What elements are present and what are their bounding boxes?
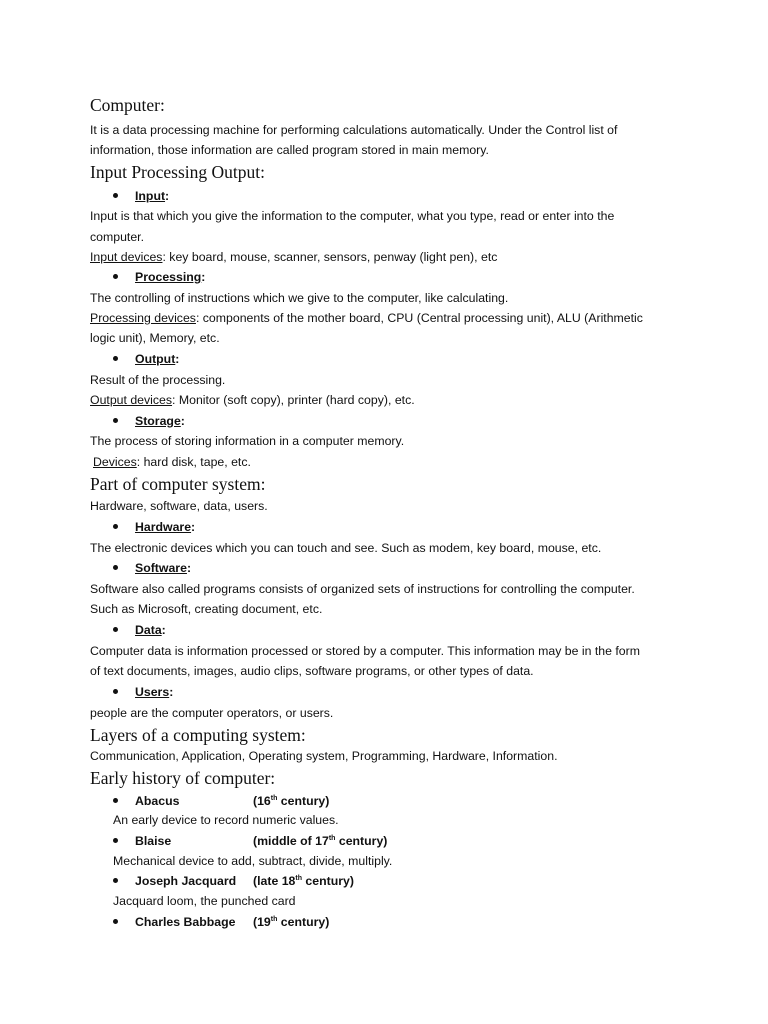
software-description-line-1: Software also called programs consists of organized sets of instructions for controlling the computer. [90,582,635,596]
history-item-name: Blaise [135,834,172,848]
input-description-line-1: Input is that which you give the information to the computer, what you type, read or enter into the [90,209,615,223]
computer-definition-line-2: information, those information are called program stored in main memory. [90,143,489,157]
bullet-icon [113,919,118,924]
input-devices-line [90,249,497,265]
heading-computer: Computer: [90,95,165,115]
bullet-software: Software: [113,560,191,576]
history-item-abacus [113,793,329,809]
history-item-name: Abacus [135,794,180,808]
output-devices-line [90,392,415,408]
heading-part-of-computer-system: Part of computer system: [90,474,266,494]
bullet-icon [113,689,118,694]
term-hardware: Hardware [135,520,192,534]
history-item-period: (16th century) [253,794,330,808]
history-item-joseph-jacquard [113,873,354,889]
bullet-hardware: Hardware: [113,519,195,535]
heading-input-processing-output: Input Processing Output: [90,162,265,182]
term-processing: Processing [135,270,202,284]
bullet-icon [113,798,118,803]
history-item-name: Charles Babbage [135,915,236,929]
bullet-icon [113,524,118,529]
input-devices-label: Input devices [90,250,163,264]
layers-list: Communication, Application, Operating system, Programming, Hardware, Information. [90,749,558,763]
storage-devices-label: Devices [93,455,137,469]
bullet-data: Data: [113,622,166,638]
history-item-name: Joseph Jacquard [135,874,237,888]
data-description-line-2: of text documents, images, audio clips, software programs, or other types of data. [90,664,534,678]
output-description: Result of the processing. [90,373,226,387]
term-output: Output [135,352,176,366]
bullet-input: Input: [113,188,169,204]
processing-devices-list: : components of the mother board, CPU (Central processing unit), ALU (Arithmetic [195,311,643,325]
data-description-line-1: Computer data is information processed or stored by a computer. This information may be in the form [90,644,640,658]
history-item-period: (19th century) [253,915,330,929]
hardware-description: The electronic devices which you can touch and see. Such as modem, key board, mouse, etc. [90,541,602,555]
history-item-period: (late 18th century) [253,874,354,888]
parts-summary: Hardware, software, data, users. [90,499,268,513]
input-description-line-2: computer. [90,230,144,244]
history-item-description: An early device to record numeric values. [113,813,339,827]
term-data: Data [135,623,162,637]
bullet-icon [113,356,118,361]
bullet-users: Users: [113,684,173,700]
bullet-processing: Processing: [113,269,205,285]
heading-layers: Layers of a computing system: [90,725,306,745]
bullet-icon [113,565,118,570]
input-devices-list: : key board, mouse, scanner, sensors, penway (light pen), etc [162,250,498,264]
users-description: people are the computer operators, or users. [90,706,334,720]
history-item-charles-babbage [113,914,329,930]
processing-description: The controlling of instructions which we give to the computer, like calculating. [90,291,509,305]
bullet-storage: Storage: [113,413,185,429]
term-storage: Storage [135,414,181,428]
bullet-icon [113,418,118,423]
bullet-icon [113,274,118,279]
history-item-description: Jacquard loom, the punched card [113,894,296,908]
bullet-output: Output: [113,351,179,367]
history-item-period: (middle of 17th century) [253,834,388,848]
processing-devices-label: Processing devices [90,311,196,325]
term-input: Input [135,189,166,203]
processing-devices-line-1 [90,310,643,326]
bullet-icon [113,193,118,198]
term-software: Software [135,561,187,575]
output-devices-label: Output devices [90,393,173,407]
bullet-icon [113,878,118,883]
term-users: Users [135,685,170,699]
processing-devices-line-2: logic unit), Memory, etc. [90,331,220,345]
storage-devices-line [93,454,251,470]
bullet-icon [113,627,118,632]
storage-devices-list: : hard disk, tape, etc. [136,455,251,469]
history-item-description: Mechanical device to add, subtract, divide, multiply. [113,854,393,868]
computer-definition-line-1: It is a data processing machine for performing calculations automatically. Under the Control list of [90,123,618,137]
storage-description: The process of storing information in a computer memory. [90,434,405,448]
software-description-line-2: Such as Microsoft, creating document, etc. [90,602,323,616]
history-item-blaise [113,833,387,849]
heading-early-history: Early history of computer: [90,768,276,788]
bullet-icon [113,838,118,843]
output-devices-list: : Monitor (soft copy), printer (hard copy), etc. [172,393,415,407]
